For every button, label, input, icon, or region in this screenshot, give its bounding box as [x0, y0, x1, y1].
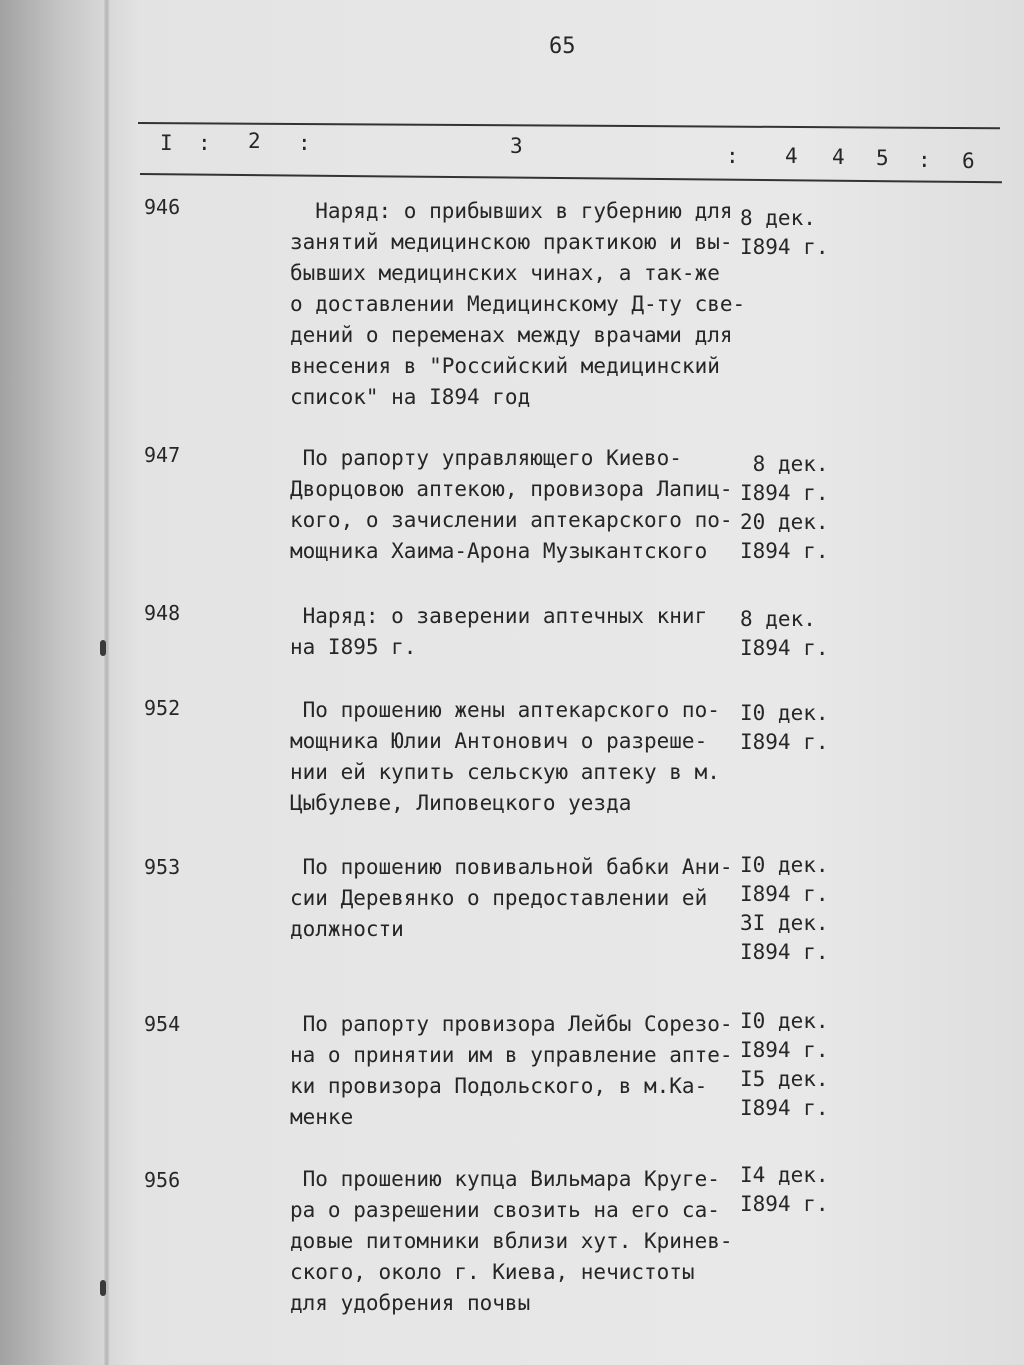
description-line: Дворцовою аптекою, провизора Лапиц- — [290, 477, 733, 501]
entry-description — [290, 852, 760, 945]
description-line: менке — [290, 1105, 354, 1129]
entry-number: 947 — [144, 443, 181, 467]
entry-dates — [740, 699, 830, 757]
date-line: I894 г. — [740, 730, 829, 754]
column-header-3: 3 — [510, 134, 523, 158]
description-line: По прошению повивальной бабки Ани- — [290, 855, 733, 879]
description-line: По прошению купца Вильмара Круге- — [290, 1167, 720, 1191]
description-line: мощника Хаима-Арона Музыкантского — [290, 539, 708, 563]
column-header-5: 5 — [876, 146, 889, 170]
description-line: должности — [290, 917, 404, 941]
description-line: Цыбулеве, Липовецкого уезда — [290, 791, 632, 815]
entry-number: 952 — [144, 696, 181, 720]
description-line: внесения в "Российский медицинский — [290, 354, 720, 378]
entry-dates — [740, 1161, 830, 1219]
date-line: I894 г. — [740, 539, 829, 563]
date-line: 8 дек. — [740, 607, 816, 631]
description-line: о доставлении Медицинскому Д-ту све- — [290, 292, 746, 316]
column-header-1: I — [160, 131, 173, 155]
date-line: I894 г. — [740, 235, 829, 259]
description-line: довые питомники вблизи хут. Кринев- — [290, 1229, 733, 1253]
description-line: нии ей купить сельскую аптеку в м. — [290, 760, 720, 784]
entry-description — [290, 601, 760, 663]
column-separator: : — [298, 131, 311, 155]
description-line: По прошению жены аптекарского по- — [290, 698, 720, 722]
date-line: 20 дек. — [740, 510, 829, 534]
date-line: I0 дек. — [740, 853, 829, 877]
column-header-4-repeat: 4 — [832, 145, 845, 169]
entry-number: 946 — [144, 195, 181, 219]
description-line: По рапорту управляющего Киево- — [290, 446, 682, 470]
date-line: 3I дек. — [740, 911, 829, 935]
entry-description — [290, 1009, 760, 1133]
description-line: сии Деревянко о предоставлении ей — [290, 886, 708, 910]
table-header-bottom-rule — [140, 173, 1002, 183]
binding-hole — [100, 1280, 106, 1296]
description-line: на о принятии им в управление апте- — [290, 1043, 733, 1067]
date-line: I5 дек. — [740, 1067, 829, 1091]
column-separator: : — [726, 144, 739, 168]
description-line: дений о переменах между врачами для — [290, 323, 733, 347]
date-line: I894 г. — [740, 481, 829, 505]
date-line: I0 дек. — [740, 701, 829, 725]
entry-dates — [740, 1007, 830, 1123]
binding-hole — [100, 640, 106, 656]
column-header-2: 2 — [248, 129, 261, 153]
entry-number: 954 — [144, 1012, 181, 1036]
entry-dates — [740, 605, 830, 663]
description-line: занятий медицинскою практикою и вы- — [290, 230, 733, 254]
description-line: По рапорту провизора Лейбы Сорезо- — [290, 1012, 733, 1036]
page-number: 65 — [549, 34, 576, 59]
date-line: I0 дек. — [740, 1009, 829, 1033]
column-separator: : — [198, 131, 211, 155]
entry-dates — [740, 851, 830, 967]
description-line: Наряд: о прибывших в губернию для — [290, 199, 733, 223]
description-line: мощника Юлии Антонович о разреше- — [290, 729, 708, 753]
page-fold — [104, 0, 110, 1365]
date-line: I894 г. — [740, 636, 829, 660]
description-line: бывших медицинских чинах, а так-же — [290, 261, 720, 285]
entry-description — [290, 695, 760, 819]
description-line: кого, о зачислении аптекарского по- — [290, 508, 733, 532]
description-line: список" на I894 год — [290, 385, 531, 409]
date-line: I894 г. — [740, 1096, 829, 1120]
description-line: Наряд: о заверении аптечных книг — [290, 604, 708, 628]
date-line: I894 г. — [740, 1192, 829, 1216]
description-line: ки провизора Подольского, в м.Ка- — [290, 1074, 708, 1098]
entry-dates — [740, 204, 830, 262]
column-separator: : — [918, 148, 931, 172]
entry-description — [290, 196, 760, 413]
entry-dates — [740, 450, 830, 566]
entry-number: 948 — [144, 601, 181, 625]
entry-description — [290, 443, 760, 567]
description-line: ского, около г. Киева, нечистоты — [290, 1260, 695, 1284]
column-header-4: 4 — [785, 144, 798, 168]
entry-number: 953 — [144, 855, 181, 879]
date-line: 8 дек. — [740, 206, 816, 230]
date-line: I4 дек. — [740, 1163, 829, 1187]
description-line: на I895 г. — [290, 635, 417, 659]
column-header-6: 6 — [962, 149, 975, 173]
entry-description — [290, 1164, 760, 1319]
table-header-top-rule — [138, 122, 1000, 129]
date-line: I894 г. — [740, 1038, 829, 1062]
entry-number: 956 — [144, 1168, 181, 1192]
date-line: I894 г. — [740, 882, 829, 906]
date-line: 8 дек. — [740, 452, 829, 476]
description-line: ра о разрешении свозить на его са- — [290, 1198, 720, 1222]
date-line: I894 г. — [740, 940, 829, 964]
description-line: для удобрения почвы — [290, 1291, 531, 1315]
